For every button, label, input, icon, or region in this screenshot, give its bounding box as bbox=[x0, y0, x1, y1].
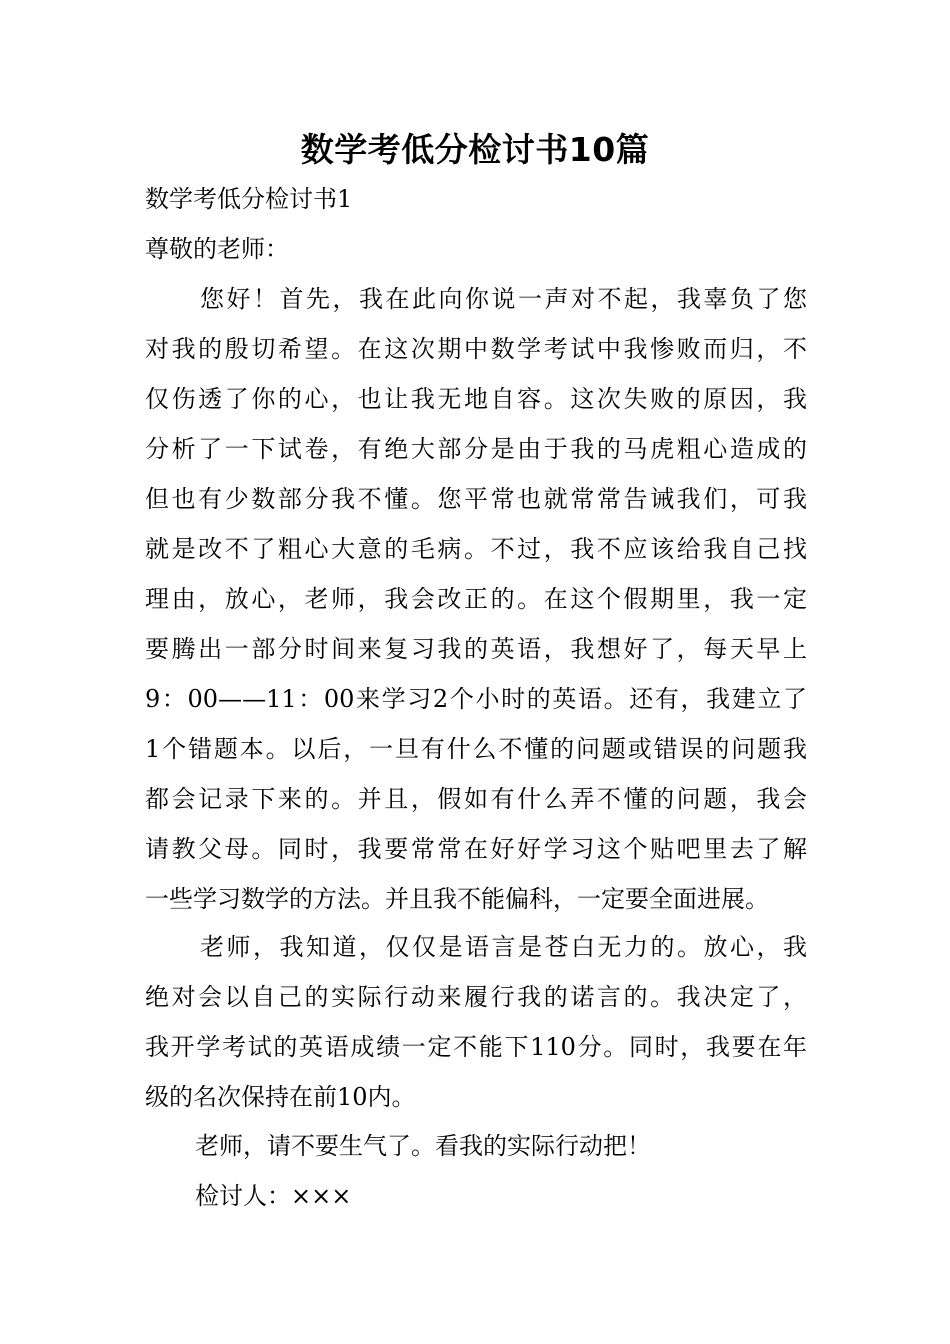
paragraph-1-line-2: 对我的殷切希望。在这次期中数学考试中我惨败而归，不 bbox=[145, 335, 807, 363]
paragraph-1-line-7: 理由，放心，老师，我会改正的。在这个假期里，我一定 bbox=[145, 585, 807, 613]
paragraph-2-line-1: 老师，我知道，仅仅是语言是苍白无力的。放心，我 bbox=[200, 933, 807, 961]
paragraph-1-line-13: 一些学习数学的方法。并且我不能偏科，一定要全面进展。 bbox=[145, 885, 769, 913]
salutation: 尊敬的老师： bbox=[145, 235, 289, 263]
paragraph-1-line-12: 请教父母。同时，我要常常在好好学习这个贴吧里去了解 bbox=[145, 835, 807, 863]
closing-line: 老师，请不要生气了。看我的实际行动把！ bbox=[195, 1132, 651, 1160]
paragraph-2-line-3: 我开学考试的英语成绩一定不能下110分。同时，我要在年 bbox=[145, 1033, 807, 1061]
paragraph-1-line-5: 但也有少数部分我不懂。您平常也就常常告诫我们，可我 bbox=[145, 485, 807, 513]
section-heading: 数学考低分检讨书1 bbox=[145, 185, 353, 213]
paragraph-1-line-11: 都会记录下来的。并且，假如有什么弄不懂的问题，我会 bbox=[145, 785, 807, 813]
paragraph-2-line-4: 级的名次保持在前10内。 bbox=[145, 1083, 416, 1111]
paragraph-2-line-2: 绝对会以自己的实际行动来履行我的诺言的。我决定了， bbox=[145, 983, 807, 1011]
paragraph-1-line-4: 分析了一下试卷，有绝大部分是由于我的马虎粗心造成的 bbox=[145, 435, 807, 463]
paragraph-1-line-9: 9：00——11：00来学习2个小时的英语。还有，我建立了 bbox=[145, 685, 807, 713]
paragraph-1-line-10: 1个错题本。以后，一旦有什么不懂的问题或错误的问题我 bbox=[145, 735, 807, 763]
paragraph-1-line-1: 您好！首先，我在此向你说一声对不起，我辜负了您 bbox=[200, 285, 807, 313]
paragraph-1-line-6: 就是改不了粗心大意的毛病。不过，我不应该给我自己找 bbox=[145, 535, 807, 563]
signature-line: 检讨人：××× bbox=[195, 1182, 352, 1210]
paragraph-1-line-8: 要腾出一部分时间来复习我的英语，我想好了，每天早上 bbox=[145, 635, 807, 663]
document-title: 数学考低分检讨书10篇 bbox=[300, 130, 650, 169]
paragraph-1-line-3: 仅伤透了你的心，也让我无地自容。这次失败的原因，我 bbox=[145, 385, 807, 413]
